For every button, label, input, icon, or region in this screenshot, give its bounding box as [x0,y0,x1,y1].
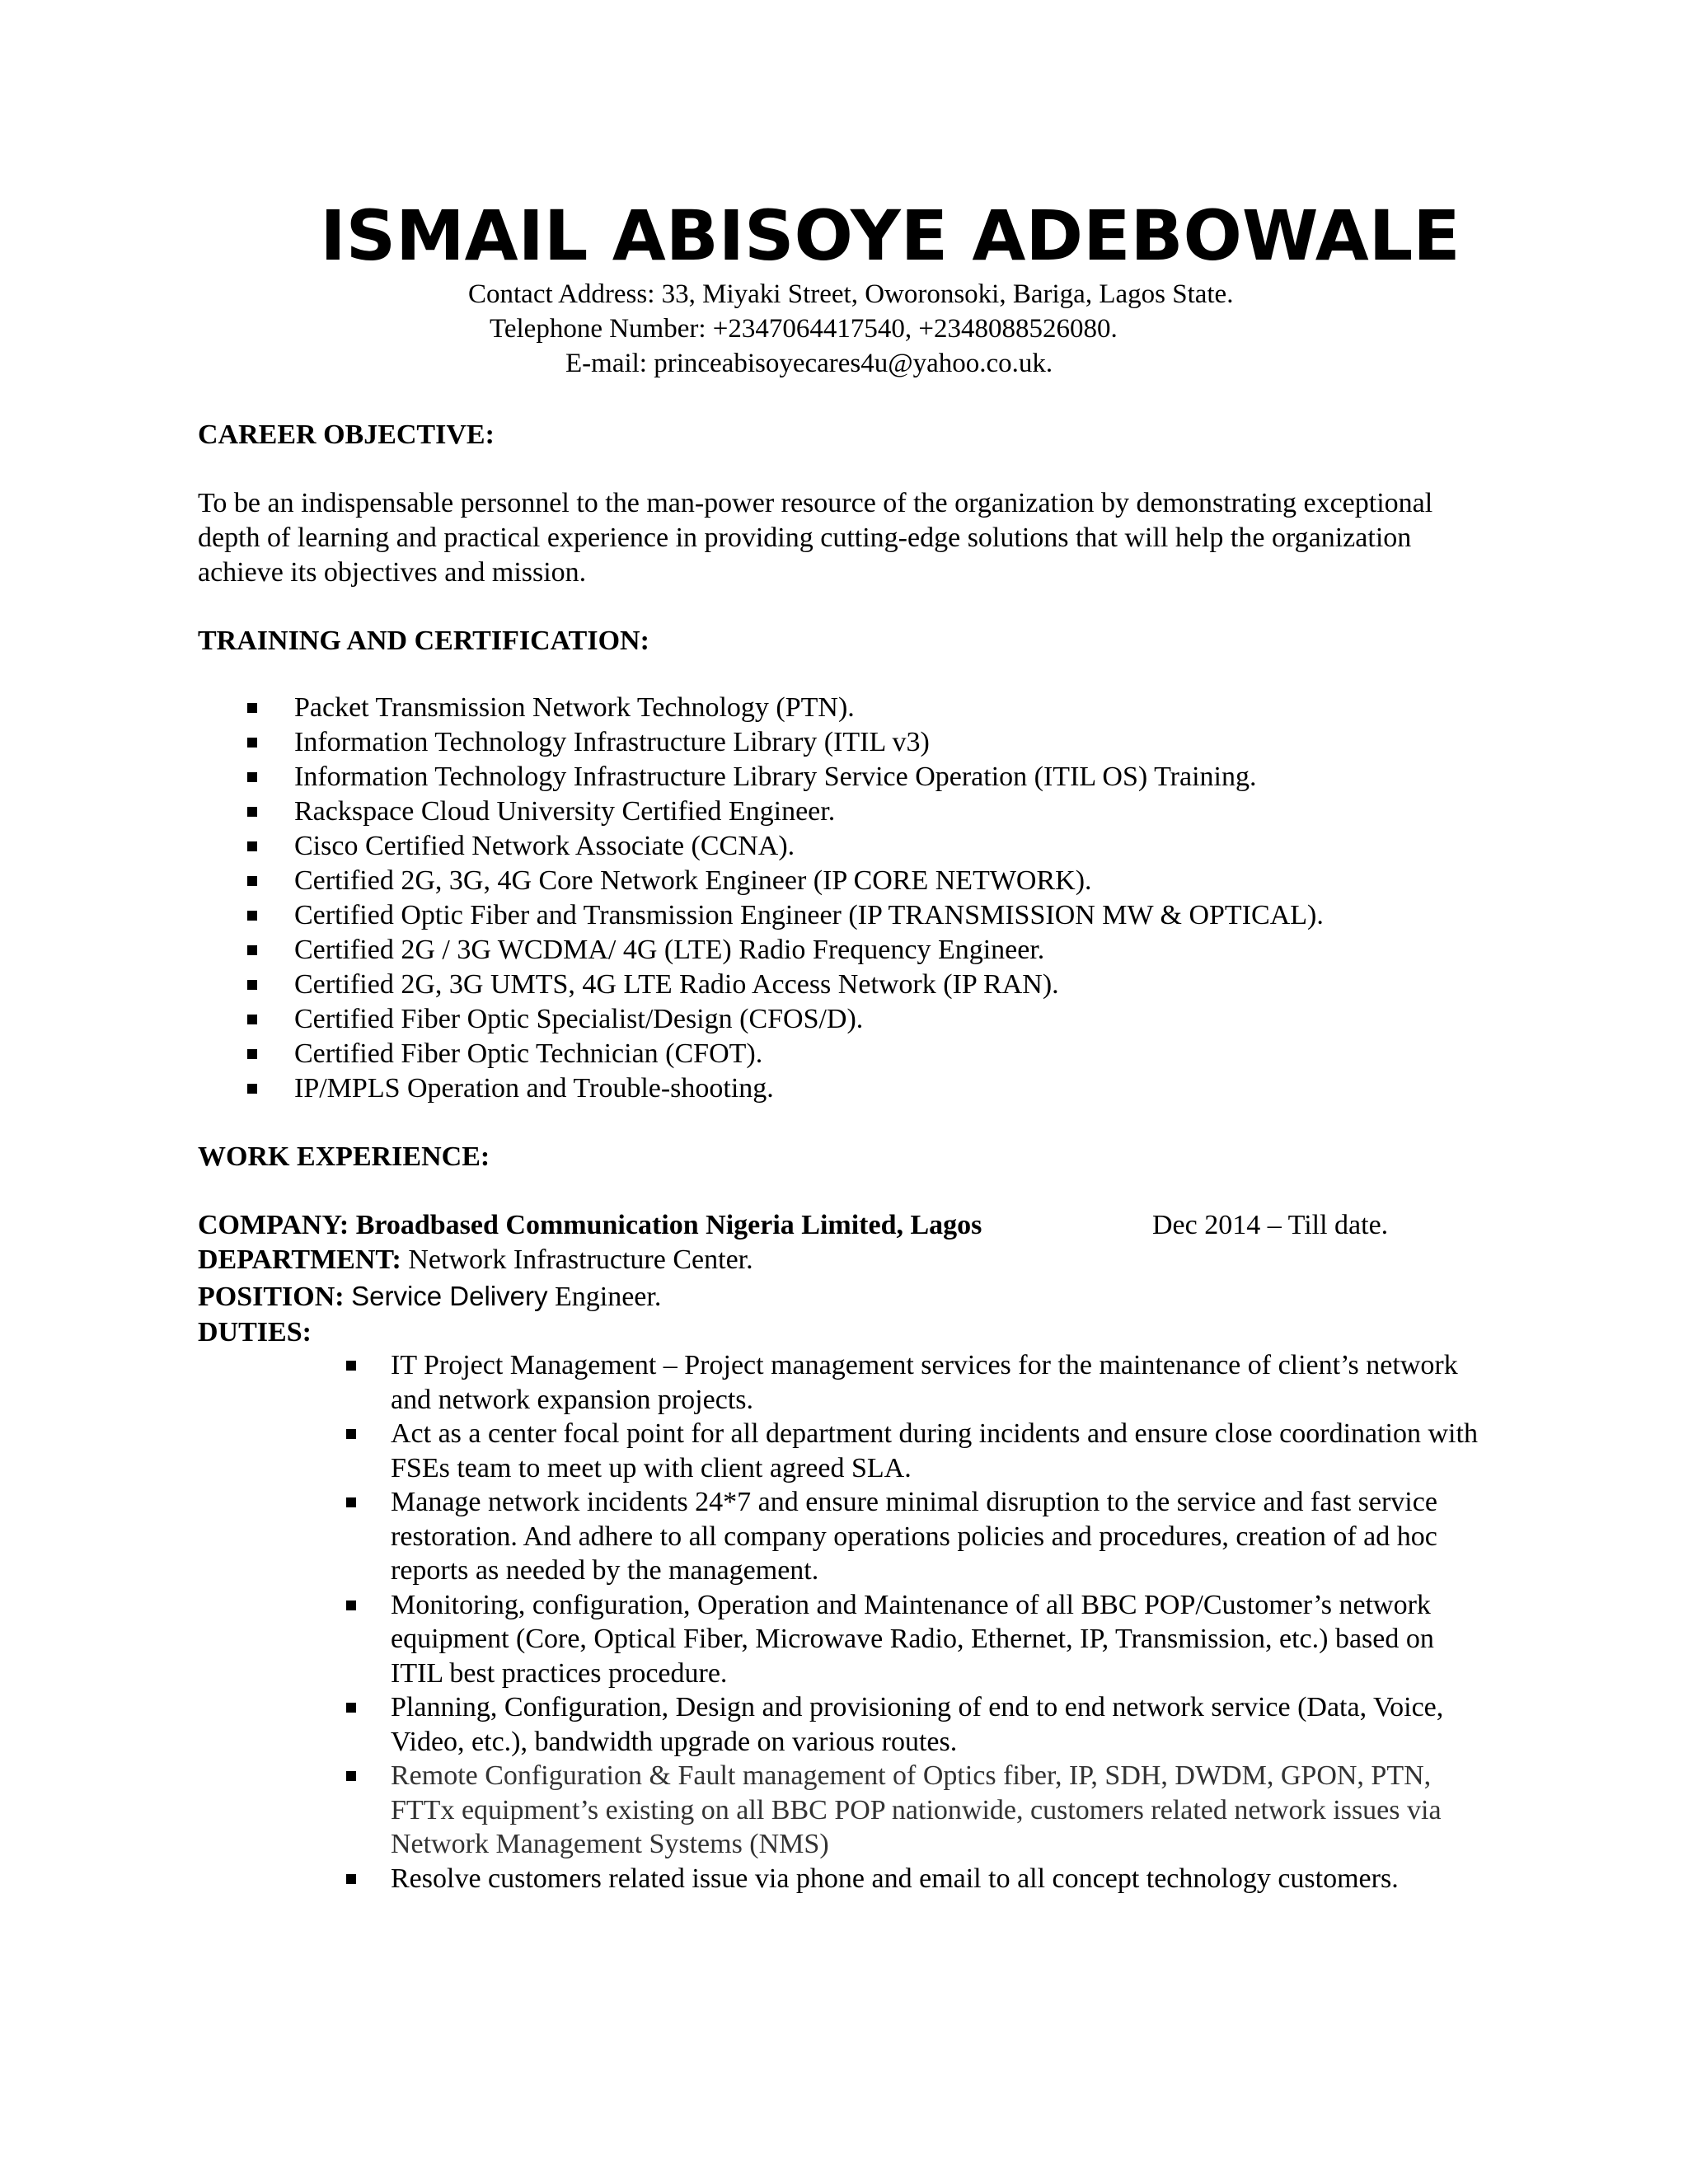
bullet-square-icon [247,1049,257,1059]
list-item: Cisco Certified Network Associate (CCNA). [247,829,1324,864]
list-item: Monitoring, configuration, Operation and Maintenance of all BBC POP/Customer’s network equipment (Core, Optical Fiber, Microwave Radio, Ethernet, IP, Transmission, etc.) based on ITIL best practices procedure. [346,1588,1492,1691]
list-item: Act as a center focal point for all department during incidents and ensure close coordination with FSEs team to meet up with client agreed SLA. [346,1417,1492,1485]
list-item: Rackspace Cloud University Certified Engineer. [247,794,1324,829]
career-objective-text: To be an indispensable personnel to the man-power resource of the organization by demonstrating exceptional depth of learning and practical experience in providing cutting-edge solutions that will help the organization achieve its objectives and mission. [198,488,1433,588]
list-item: Manage network incidents 24*7 and ensure minimal disruption to the service and fast service restoration. And adhere to all company operations policies and procedures, creation of ad hoc reports as needed by the management. [346,1485,1492,1588]
duties-label-line [198,1315,312,1350]
list-item: Certified Fiber Optic Technician (CFOT). [247,1037,1324,1071]
bullet-square-icon [247,738,257,748]
telephone-number: Telephone Number: +2347064417540, +2348088526080. [490,314,1118,344]
list-item: Certified Fiber Optic Specialist/Design (CFOS/D). [247,1002,1324,1037]
list-item: Certified Optic Fiber and Transmission Engineer (IP TRANSMISSION MW & OPTICAL). [247,898,1324,933]
bullet-square-icon [346,1361,356,1371]
company-label: COMPANY: [198,1210,349,1240]
list-item: Remote Configuration & Fault management of Optics fiber, IP, SDH, DWDM, GPON, PTN, FTTx equipment’s existing on all BBC POP nationwide, customers related network issues via Network Management Systems (NMS) [346,1759,1492,1862]
department-label: DEPARTMENT: [198,1244,401,1275]
bullet-square-icon [247,807,257,817]
duties-list [346,1348,1492,1896]
bullet-square-icon [346,1703,356,1713]
list-item: Resolve customers related issue via phone and email to all concept technology customers. [346,1862,1492,1896]
duties-label: DUTIES: [198,1317,312,1347]
position-value-part-b: Engineer. [555,1282,662,1312]
bullet-square-icon [247,1015,257,1024]
bullet-square-icon [346,1771,356,1781]
bullet-square-icon [247,703,257,713]
contact-address: Contact Address: 33, Miyaki Street, Oworonsoki, Bariga, Lagos State. [468,279,1234,309]
bullet-square-icon [247,1084,257,1094]
list-item: Certified 2G, 3G, 4G Core Network Engineer (IP CORE NETWORK). [247,864,1324,898]
bullet-square-icon [346,1874,356,1884]
list-item: Information Technology Infrastructure Library (ITIL v3) [247,725,1324,760]
email-address: E-mail: princeabisoyecares4u@yahoo.co.uk. [565,349,1053,378]
list-item: Certified 2G / 3G WCDMA/ 4G (LTE) Radio Frequency Engineer. [247,933,1324,968]
certification-list [247,691,1324,1106]
list-item: Certified 2G, 3G UMTS, 4G LTE Radio Access Network (IP RAN). [247,968,1324,1002]
career-objective-heading: CAREER OBJECTIVE: [198,419,495,450]
bullet-square-icon [346,1601,356,1610]
department-line [198,1243,753,1277]
employment-date: Dec 2014 – Till date. [1152,1210,1389,1240]
company-name: Broadbased Communication Nigeria Limited, Lagos [355,1210,982,1240]
position-line [198,1279,661,1315]
bullet-square-icon [247,772,257,782]
bullet-square-icon [346,1429,356,1439]
bullet-square-icon [247,876,257,886]
bullet-square-icon [247,911,257,921]
list-item: Packet Transmission Network Technology (PTN). [247,691,1324,725]
department-value: Network Infrastructure Center. [408,1244,753,1275]
company-line [198,1208,982,1243]
list-item: IT Project Management – Project management services for the maintenance of client’s network and network expansion projects. [346,1348,1492,1417]
bullet-square-icon [247,945,257,955]
candidate-name: ISMAIL ABISOYE ADEBOWALE [320,195,1461,276]
bullet-square-icon [247,980,257,990]
list-item: Information Technology Infrastructure Library Service Operation (ITIL OS) Training. [247,760,1324,794]
training-heading: TRAINING AND CERTIFICATION: [198,626,649,656]
position-label: POSITION: [198,1282,345,1312]
position-value-part-a: Service Delivery [351,1281,548,1311]
bullet-square-icon [346,1497,356,1507]
bullet-square-icon [247,841,257,851]
list-item: IP/MPLS Operation and Trouble-shooting. [247,1071,1324,1106]
list-item: Planning, Configuration, Design and provisioning of end to end network service (Data, Voice, Video, etc.), bandwidth upgrade on various routes. [346,1690,1492,1759]
work-experience-heading: WORK EXPERIENCE: [198,1141,490,1172]
